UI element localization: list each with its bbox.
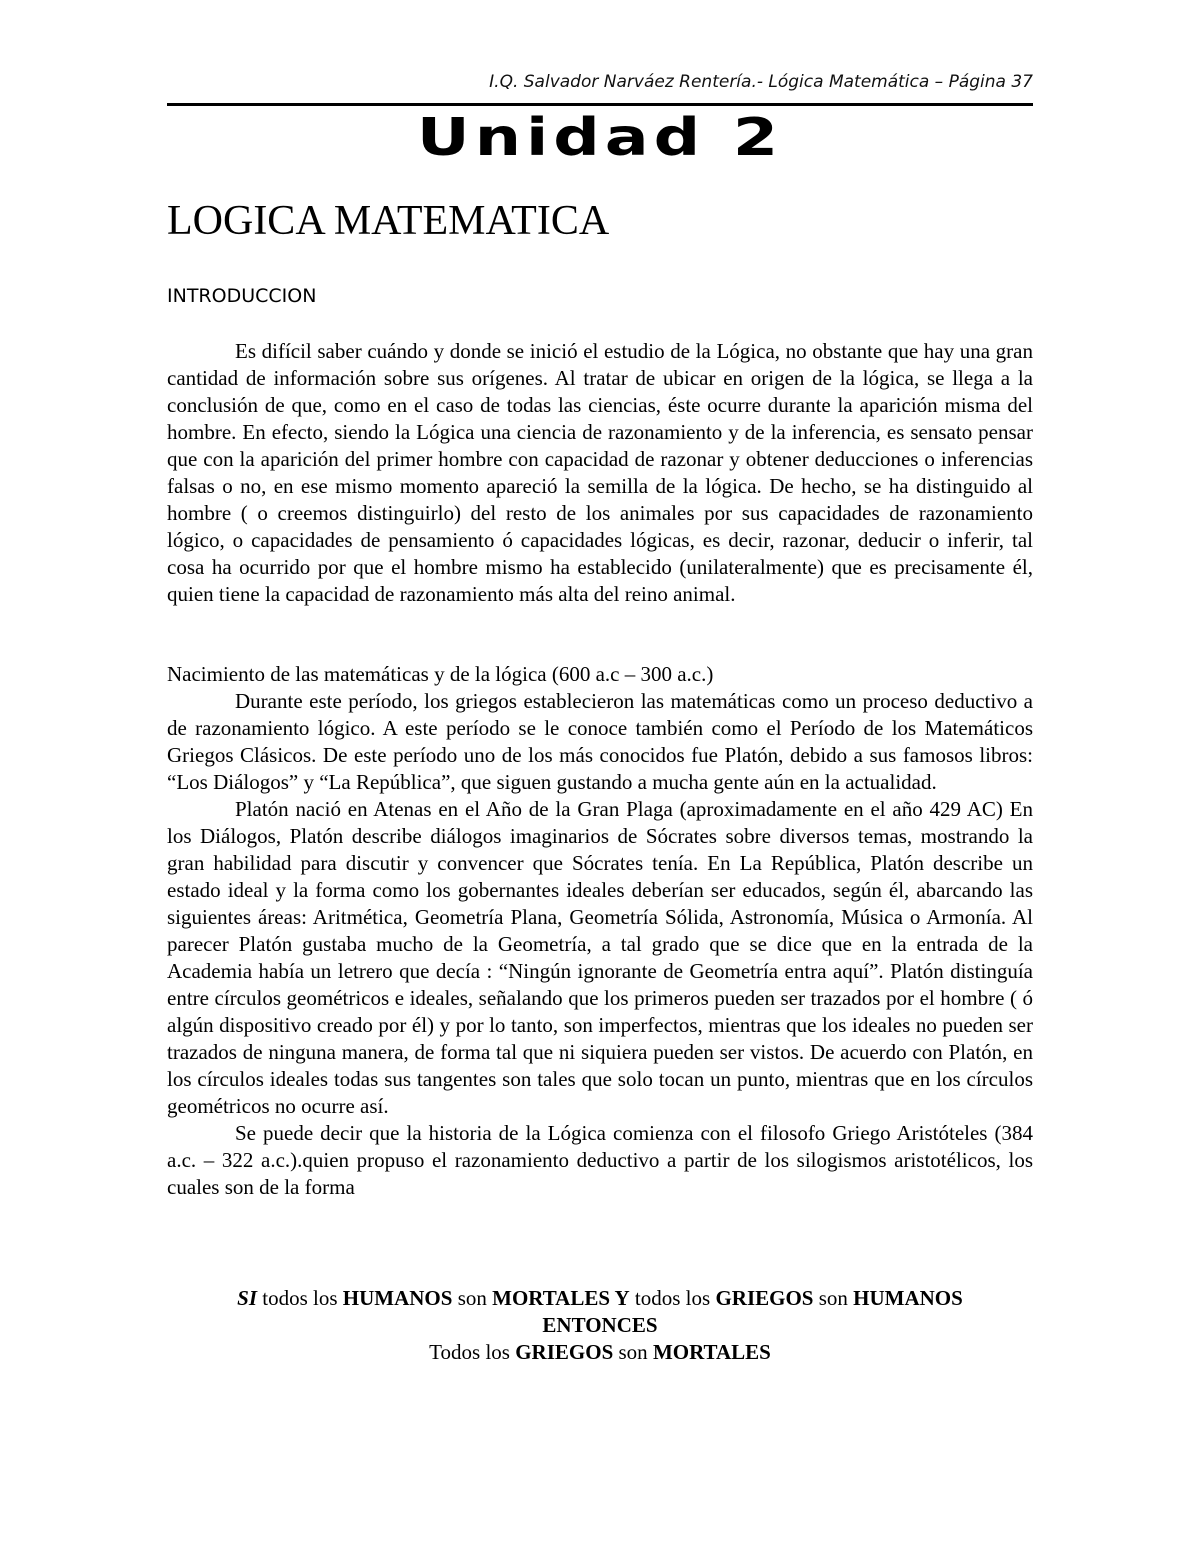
history-subheading: Nacimiento de las matemáticas y de la lógica (600 a.c – 300 a.c.) (167, 662, 714, 686)
syllogism-connector (167, 1312, 1033, 1339)
syllogism-text: todos los (257, 1286, 343, 1310)
syllogism-premise (167, 1285, 1033, 1312)
syllogism-keyword: GRIEGOS (515, 1340, 614, 1364)
running-header: I.Q. Salvador Narváez Rentería.- Lógica Matemática – Página 37 (489, 72, 1033, 92)
syllogism-text: Todos los (429, 1340, 516, 1364)
syllogism-entonces: ENTONCES (542, 1313, 658, 1337)
syllogism-keyword: HUMANOS (853, 1286, 963, 1310)
syllogism-conclusion (167, 1339, 1033, 1366)
syllogism-keyword: MORTALES Y (492, 1286, 630, 1310)
plato-paragraph: Platón nació en Atenas en el Año de la Gran Plaga (aproximadamente en el año 429 AC) En los Diálogos, Platón describe diálogos imaginarios de Sócrates sobre diversos temas, mostrando la gran habilidad para discutir y convencer que Sócrates tenía. En La República, Platón describe un estado ideal y la forma como los gobernantes ideales deberían ser educados, según él, abarcando las siguientes áreas: Aritmética, Geometría Plana, Geometría Sólida, Astronomía, Música o Armonía. Al parecer Platón gustaba mucho de la Geometría, a tal grado que se dice que en la entrada de la Academia había un letrero que decía : “Ningún ignorante de Geometría entra aquí”. Platón distinguía entre círculos geométricos e ideales, señalando que los primeros pueden ser trazados por el hombre ( ó algún dispositivo creado por él) y por lo tanto, son imperfectos, mientras que los ideales no pueden ser trazados de ninguna manera, de forma tal que ni siquiera pueden ser vistos. De acuerdo con Platón, en los círculos ideales todas sus tangentes son tales que solo tocan un punto, mientras que en los círculos geométricos no ocurre así. (167, 797, 1033, 1118)
syllogism-text: todos los (629, 1286, 716, 1310)
syllogism-text: son (613, 1340, 653, 1364)
section-heading: INTRODUCCION (167, 285, 317, 307)
syllogism-si: SI (237, 1286, 258, 1310)
syllogism-text: son (452, 1286, 493, 1310)
syllogism-keyword: GRIEGOS (715, 1286, 814, 1310)
syllogism-keyword: HUMANOS (342, 1286, 453, 1310)
syllogism-text: son (813, 1286, 854, 1310)
intro-section (167, 338, 1033, 608)
syllogism-keyword: MORTALES (652, 1340, 771, 1364)
syllogism-example (167, 1285, 1033, 1366)
intro-paragraph: Es difícil saber cuándo y donde se inició el estudio de la Lógica, no obstante que hay una gran cantidad de información sobre sus orígenes. Al tratar de ubicar en origen de la lógica, se llega a la conclusión de que, como en el caso de todas las ciencias, éste ocurre durante la aparición misma del hombre. En efecto, siendo la Lógica una ciencia de razonamiento y de la inferencia, es sensato pensar que con la aparición del primer hombre con capacidad de razonar y obtener deducciones o inferencias falsas o no, en ese mismo momento apareció la semilla de la lógica. De hecho, se ha distinguido al hombre ( o creemos distinguirlo) del resto de los animales por sus capacidades de razonamiento lógico, o capacidades de pensamiento ó capacidades lógicas, es decir, razonar, deducir o inferir, tal cosa ha ocurrido por que el hombre mismo ha establecido (unilateralmente) que es precisamente él, quien tiene la capacidad de razonamiento más alta del reino animal. (167, 339, 1033, 606)
unit-title: Unidad 2 (416, 108, 784, 168)
header-rule (167, 103, 1033, 106)
aristotle-paragraph: Se puede decir que la historia de la Lógica comienza con el filosofo Griego Aristóteles (384 a.c. – 322 a.c.).quien propuso el razonamiento deductivo a partir de los silogismos aristotélicos, los cuales son de la forma (167, 1121, 1033, 1199)
history-paragraph: Durante este período, los griegos establecieron las matemáticas como un proceso deductivo a de razonamiento lógico. A este período se le conoce también como el Período de los Matemáticos Griegos Clásicos. De este período uno de los más conocidos fue Platón, debido a sus famosos libros: “Los Diálogos” y “La República”, que siguen gustando a mucha gente aún en la actualidad. (167, 689, 1033, 794)
history-section (167, 661, 1033, 1201)
main-title: LOGICA MATEMATICA (167, 198, 610, 244)
